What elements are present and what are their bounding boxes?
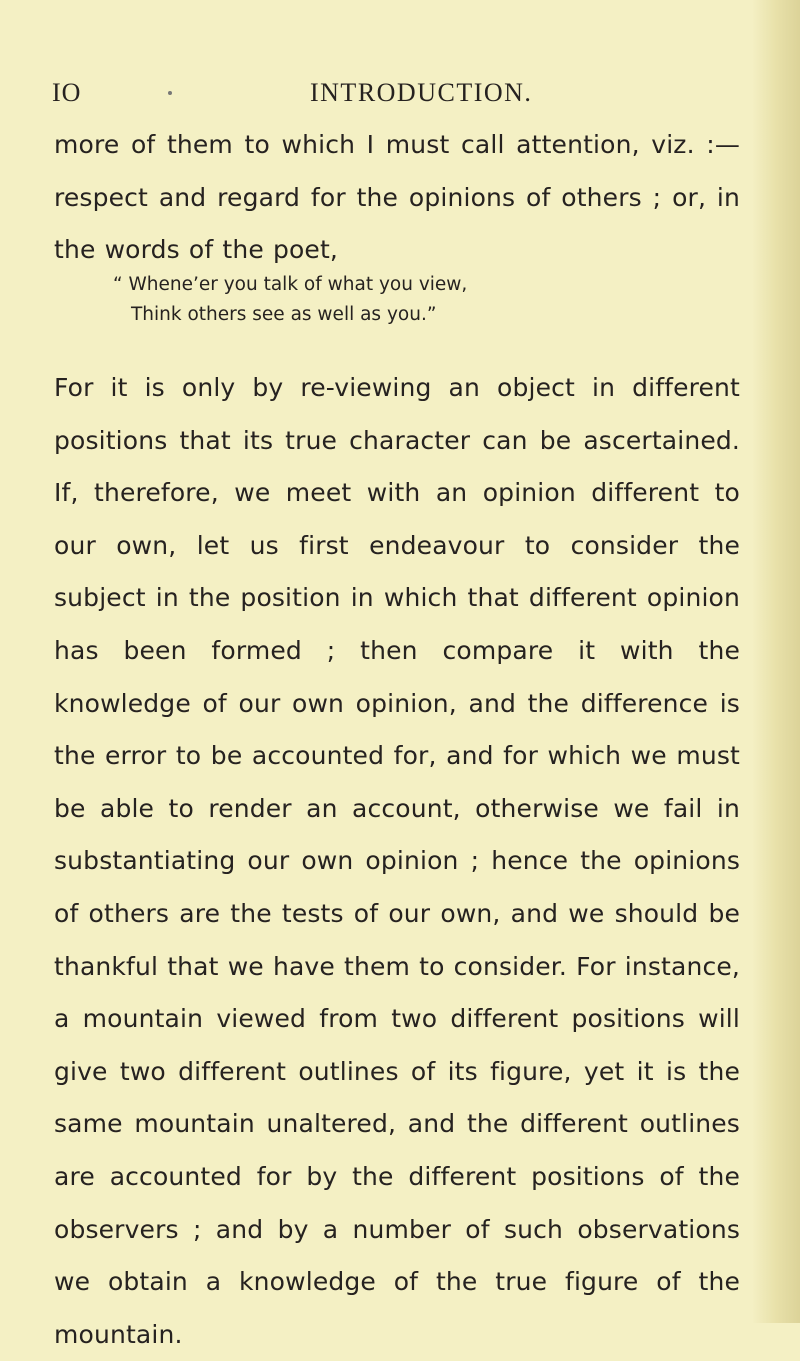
paragraph-intro: more of them to which I must call attention, viz. :— respect and regard for the opinions of others ; or, in the words of the poet,	[54, 130, 740, 265]
running-head	[52, 78, 732, 108]
paragraph-main: For it is only by re-viewing an object in different positions that its true character can be ascertained. If, therefore, we meet with an opinion different to our own, let us first endeavour to consider the subject in the position in which that different opinion has been formed ; then compare it with the knowledge of our own opinion, and the difference is the error to be accounted for, and for which we must be able to render an account, otherwise we fail in substantiating our own opinion ; hence the opinions of others are the tests of our own, and we should be thankful that we have them to consider. For instance, a mountain viewed from two different positions will give two different outlines of its figure, yet it is the same mountain unaltered, and the different outlines are accounted for by the different positions of the observers ; and by a number of such observations we obtain a knowledge of the true figure of the mountain.	[54, 373, 740, 1349]
separator-dot	[168, 91, 172, 95]
verse-line-1: “ Whene’er you talk of what you view,	[113, 274, 468, 295]
chapter-title: INTRODUCTION.	[310, 78, 533, 107]
verse-line-2: Think others see as well as you.”	[131, 304, 437, 325]
page-number: IO	[52, 78, 82, 107]
